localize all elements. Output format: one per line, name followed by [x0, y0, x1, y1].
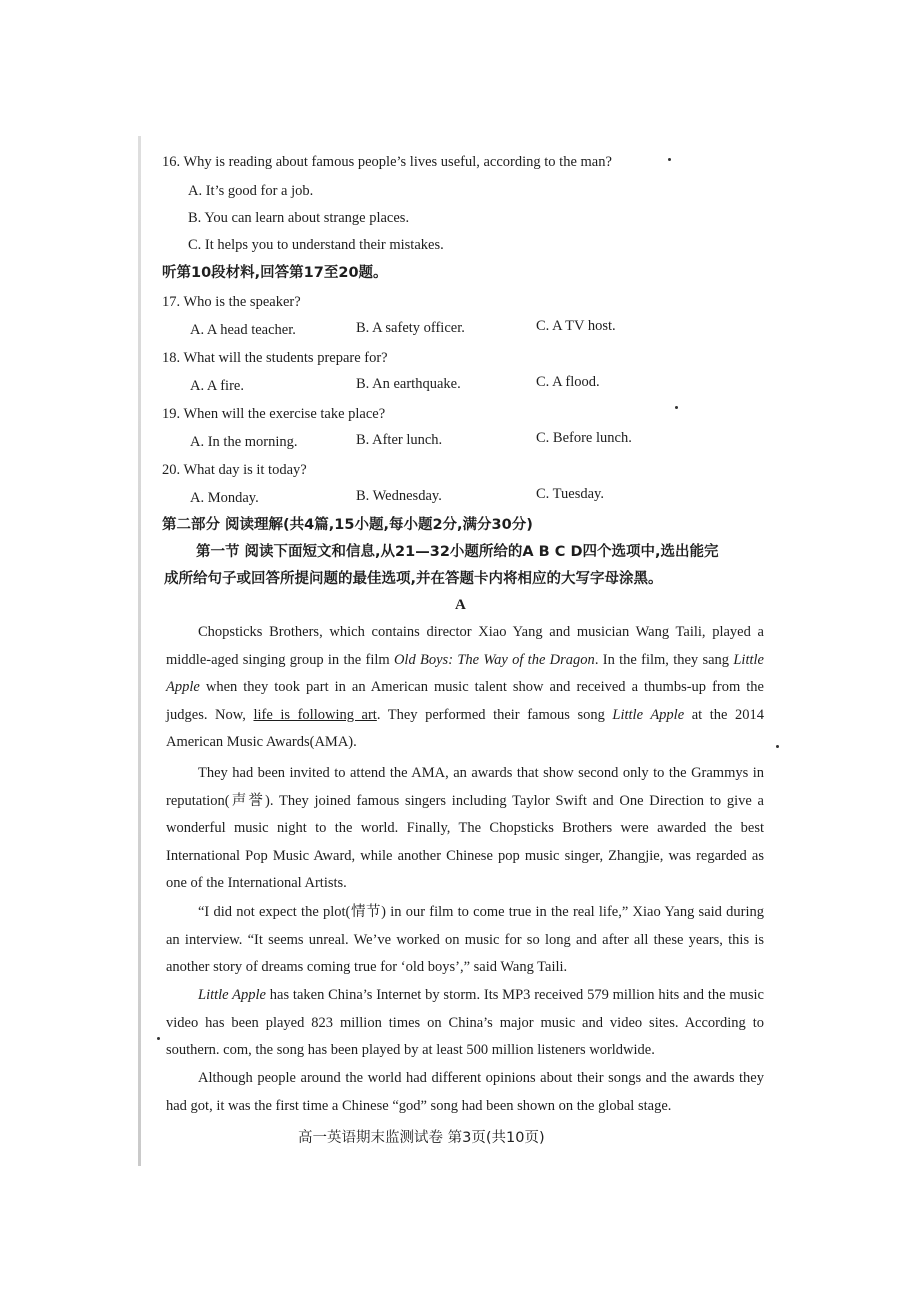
paragraph-1-text: Chopsticks Brothers, which contains director Xiao Yang and musician Wang Taili, played a middle-aged singing group in the film [166, 624, 764, 668]
film-title: Old Boys: The Way of the Dragon [393, 651, 595, 668]
question-19-stem: 19. When will the exercise take place? [162, 406, 386, 422]
question-16-option-a: A. It’s good for a job. [188, 183, 314, 199]
question-17-stem: 17. Who is the speaker? [162, 294, 301, 310]
song-title: Little Apple [612, 706, 685, 723]
passage-paragraph-2: They had been invited to attend the AMA, an awards that show second only to the Grammys in reputation(声誉). They joined famous singers including Taylor Swift and One Direction to give a wonderful music night to the world. Finally, The Chopsticks Brothers were awarded the best International Pop Music Award, while another Chinese pop music singer, Zhangjie, was regarded as one of the International Artists. [166, 765, 764, 892]
question-16-option-b: B. You can learn about strange places. [188, 210, 410, 226]
paragraph-1-text: . In the film, they sang [594, 651, 734, 668]
question-20-option-b: B. Wednesday. [356, 488, 442, 504]
passage-paragraph-4 [166, 982, 764, 1065]
part-2-instruction-line-1: 第一节 阅读下面短文和信息,从21—32小题所给的A B C D四个选项中,选出能完 [196, 544, 719, 560]
scan-speck [675, 406, 678, 409]
question-18-option-a: A. A fire. [190, 378, 244, 394]
passage-paragraph-5: Although people around the world had different opinions about their songs and the awards they had got, it was the first time a Chinese “god” song had been shown on the global stage. [166, 1070, 764, 1114]
question-19-option-b: B. After lunch. [356, 432, 443, 448]
song-title: Little Apple [198, 987, 266, 1003]
section-10-instruction: 听第10段材料,回答第17至20题。 [162, 265, 388, 281]
underlined-phrase: life is following art [253, 706, 377, 723]
question-20-option-c: C. Tuesday. [536, 486, 604, 502]
part-2-heading: 第二部分 阅读理解(共4篇,15小题,每小题2分,满分30分) [162, 517, 533, 533]
question-19-option-a: A. In the morning. [190, 434, 298, 450]
paragraph-1-text: at the 2014 American Music Awards(AMA). [166, 706, 764, 751]
question-17-option-b: B. A safety officer. [356, 320, 465, 336]
page-footer: 高一英语期末监测试卷 第3页(共10页) [298, 1130, 545, 1146]
question-16-stem: 16. Why is reading about famous people’s lives useful, according to the man? [162, 154, 612, 170]
passage-paragraph-3: “I did not expect the plot(情节) in our film to come true in the real life,” Xiao Yang said during an interview. “It seems unreal. We’ve worked on music for so long and after all these years, this is another story of dreams coming true for ‘old boys’,” said Wang Taili. [166, 904, 764, 976]
question-20-stem: 20. What day is it today? [162, 462, 307, 478]
passage-paragraph-1 [166, 619, 764, 757]
paragraph-4-text: has taken China’s Internet by storm. Its MP3 received 579 million hits and the music video has been played 823 million times on China’s major music and video sites. According to southern. com, the song has been played by at least 500 million listeners worldwide. [166, 987, 764, 1059]
paragraph-1-text: when they took part in an American music talent show and received a thumbs-up from the judges. Now, [166, 679, 764, 723]
question-17-option-c: C. A TV host. [536, 318, 616, 334]
question-18-option-c: C. A flood. [536, 374, 600, 390]
passage-title: A [455, 597, 466, 613]
scan-speck [776, 745, 779, 748]
scan-speck [668, 158, 671, 161]
scan-speck [157, 1037, 160, 1040]
question-18-stem: 18. What will the students prepare for? [162, 350, 388, 366]
scan-edge [138, 136, 141, 1166]
part-2-instruction-line-2: 成所给句子或回答所提问题的最佳选项,并在答题卡内将相应的大写字母涂黑。 [164, 571, 663, 587]
song-title: Little Apple [166, 651, 764, 696]
question-20-option-a: A. Monday. [190, 490, 259, 506]
question-17-option-a: A. A head teacher. [190, 322, 296, 338]
question-18-option-b: B. An earthquake. [356, 376, 461, 392]
question-19-option-c: C. Before lunch. [536, 430, 632, 446]
paragraph-1-text: . They performed their famous song [376, 706, 613, 723]
question-16-option-c: C. It helps you to understand their mistakes. [188, 237, 444, 253]
